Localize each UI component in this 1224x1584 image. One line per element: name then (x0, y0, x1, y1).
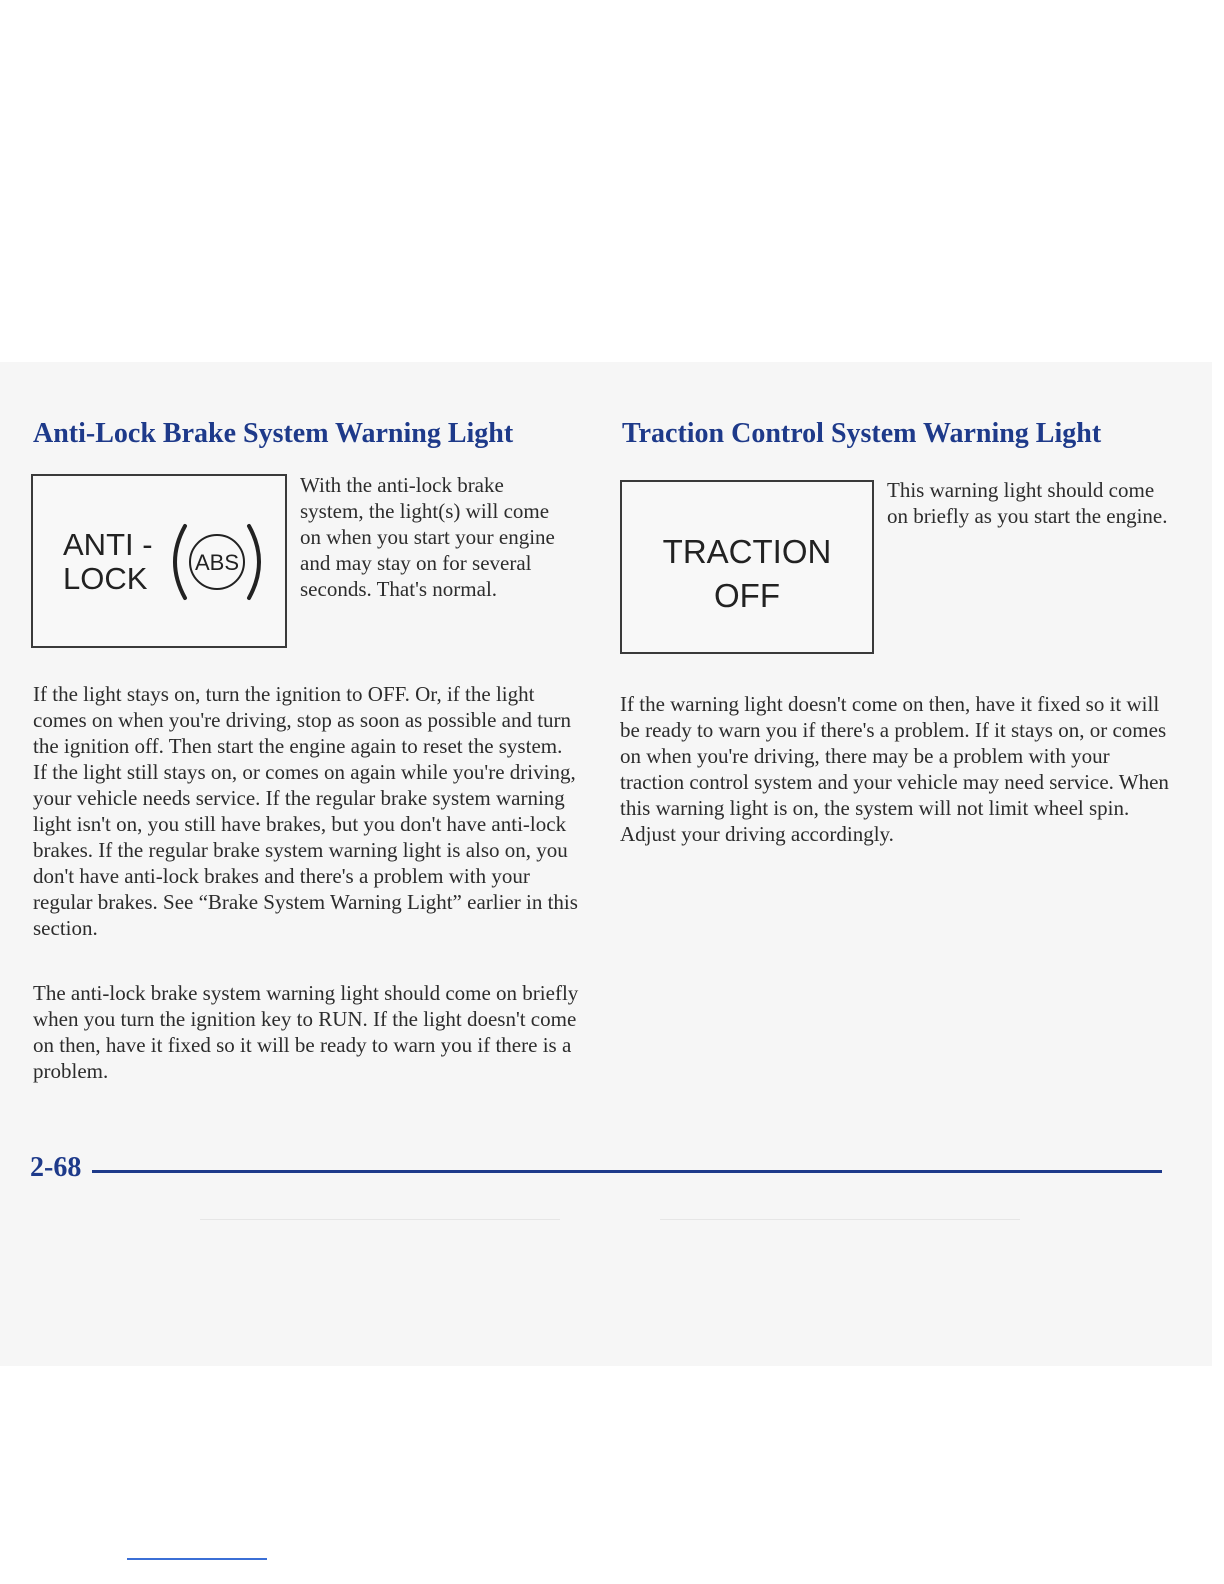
abs-side-text: With the anti-lock brake system, the light(s) will come on when you start your engine and may stay on for several seconds. That's normal. (300, 473, 555, 601)
bottom-link-underline[interactable] (127, 1558, 267, 1560)
footer-rule (92, 1170, 1162, 1173)
abs-heading: Anti-Lock Brake System Warning Light (33, 418, 514, 449)
scan-artifact-line (200, 1219, 560, 1220)
abs-warning-icon (169, 520, 265, 604)
page-number: 2-68 (30, 1152, 82, 1183)
abs-paragraph-1: If the light stays on, turn the ignition to OFF. Or, if the light comes on when you're driving, stop as soon as possible and turn the ignition off. Then start the engine again to reset the system. If the light still stays on, or comes on again while you're driving, your vehicle needs service. If the regular brake system warning light isn't on, you still have brakes, but you don't have anti-lock brakes. If the regular brake system warning light is also on, you don't have anti-lock brakes and there's a problem with your regular brakes. See “Brake System Warning Light” earlier in this section. (33, 682, 578, 940)
tcs-heading: Traction Control System Warning Light (622, 418, 1102, 449)
abs-paragraph-2: The anti-lock brake system warning light should come on briefly when you turn the ignition key to RUN. If the light doesn't come on then, have it fixed so it will be ready to warn you if there is a problem. (33, 981, 579, 1083)
tcs-indicator-box (620, 480, 874, 654)
abs-left-bracket (175, 526, 185, 598)
abs-indicator-box (31, 474, 287, 648)
abs-right-bracket (249, 526, 259, 598)
traction-label: TRACTION (662, 533, 832, 570)
tcs-paragraph-1: If the warning light doesn't come on then, have it fixed so it will be ready to warn you if there's a problem. If it stays on, or comes on when you're driving, there may be a problem with your traction control system and your vehicle may need service. When this warning light is on, the system will not limit wheel spin. Adjust your driving accordingly. (620, 692, 1169, 846)
page-footer (30, 1152, 1162, 1192)
anti-lock-label: ANTI - LOCK (63, 527, 153, 596)
off-label: OFF (714, 577, 780, 614)
tcs-side-text: This warning light should come on briefly as you start the engine. (887, 478, 1168, 528)
traction-off-label (622, 530, 872, 618)
abs-symbol-text: ABS (194, 550, 240, 575)
scan-artifact-line (660, 1219, 1020, 1220)
